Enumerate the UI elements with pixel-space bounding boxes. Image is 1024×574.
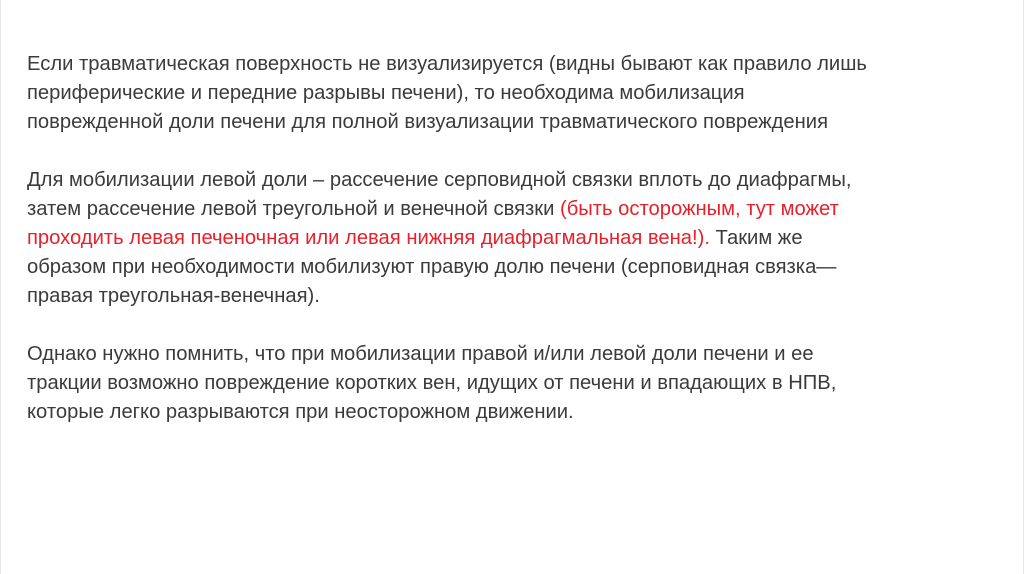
text-segment: Таким же: [709, 227, 803, 249]
text-line: которые легко разрываются при неосторожном движении.: [27, 401, 574, 423]
text-line: Если травматическая поверхность не визуализируется (видны бывают как правило лишь: [27, 53, 867, 75]
text-line: образом при необходимости мобилизуют правую долю печени (серповидная связка—: [27, 256, 837, 278]
warning-text: проходить левая печеночная или левая нижняя диафрагмальная вена!).: [27, 227, 710, 249]
text-line: Для мобилизации левой доли – рассечение серповидной связки вплоть до диафрагмы,: [27, 169, 852, 191]
text-line-mixed: [27, 195, 1007, 224]
paragraph-visualization: [27, 50, 1007, 137]
warning-text: (быть осторожным, тут может: [560, 198, 839, 220]
paragraph-left-lobe-mobilization: [27, 166, 1007, 311]
slide-body: [27, 50, 1007, 456]
paragraph-short-veins-warning: [27, 340, 1007, 427]
text-segment: затем рассечение левой треугольной и венечной связки: [27, 198, 561, 220]
text-line: тракции возможно повреждение коротких вен, идущих от печени и впадающих в НПВ,: [27, 372, 837, 394]
text-line: Однако нужно помнить, что при мобилизации правой и/или левой доли печени и ее: [27, 343, 814, 365]
text-line-mixed: [27, 224, 1007, 253]
text-line: поврежденной доли печени для полной визуализации травматического повреждения: [27, 111, 829, 133]
text-line: правая треугольная-венечная).: [27, 285, 320, 307]
text-line: периферические и передние разрывы печени), то необходима мобилизация: [27, 82, 745, 104]
